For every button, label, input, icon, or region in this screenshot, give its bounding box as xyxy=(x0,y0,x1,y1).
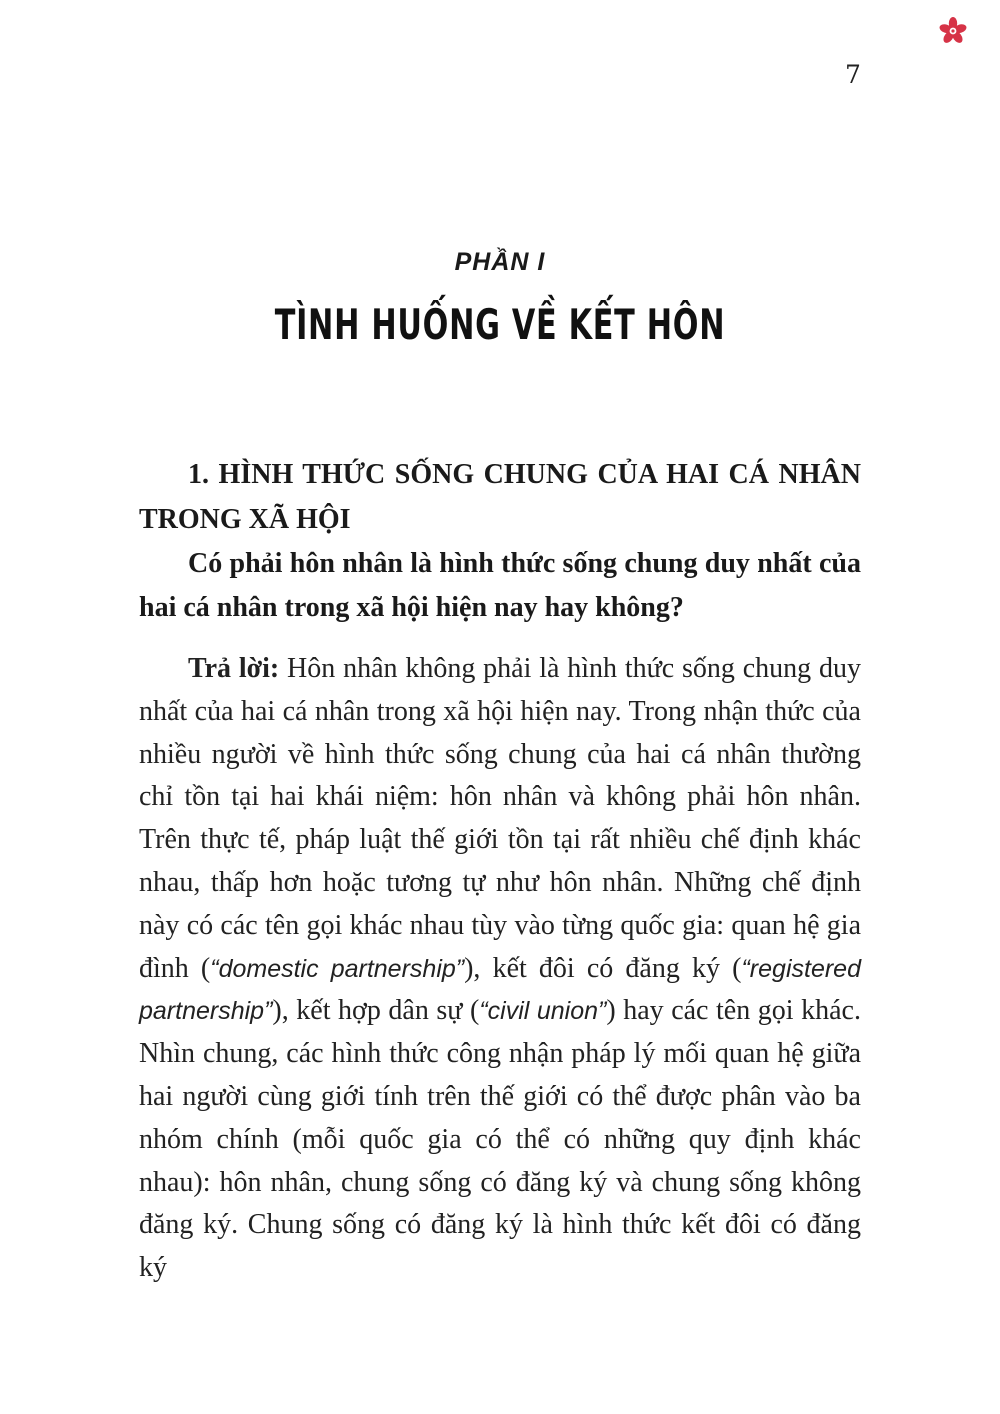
answer-paragraph xyxy=(139,648,861,1290)
answer-text-4: ) hay các tên gọi khác. Nhìn chung, các hình thức công nhận pháp lý mối quan hệ giữa hai người cùng giới tính trên thế giới có thể được phân vào ba nhóm chính (mỗi quốc gia có thể có những quy định khác nhau): hôn nhân, chung sống có đăng ký và chung sống không đăng ký. Chung sống có đăng ký là hình thức kết đôi có đăng ký xyxy=(139,995,861,1284)
answer-term-registered-partnership: “registered partnership” xyxy=(139,954,861,1026)
answer-text-2: ), kết đôi có đăng ký ( xyxy=(464,952,742,984)
part-label: PHẦN I xyxy=(454,248,546,276)
answer-term-domestic-partnership: “domestic partnership” xyxy=(210,954,465,983)
flower-logo-icon xyxy=(938,16,968,46)
answer-text-3: ), kết hợp dân sự ( xyxy=(272,995,480,1027)
answer-term-civil-union: “civil union” xyxy=(479,997,607,1026)
answer-text-1: Hôn nhân không phải là hình thức sống chung duy nhất của hai cá nhân trong xã hội hiện nay. Trong nhận thức của nhiều người về hình thức sống chung của hai cá nhân thường chỉ tồn tại hai khái niệm: hôn nhân và không phải hôn nhân. Trên thực tế, pháp luật thế giới tồn tại rất nhiều chế định khác nhau, thấp hơn hoặc tương tự như hôn nhân. Những chế định này có các tên gọi khác nhau tùy vào từng quốc gia: quan hệ gia đình ( xyxy=(139,653,861,984)
question-text: Có phải hôn nhân là hình thức sống chung duy nhất của hai cá nhân trong xã hội hiện nay hay không? xyxy=(139,548,861,623)
section-heading: 1. HÌNH THỨC SỐNG CHUNG CỦA HAI CÁ NHÂN TRONG XÃ HỘI xyxy=(139,459,861,535)
main-content xyxy=(139,452,861,1290)
part-title: TÌNH HUỐNG VỀ KẾT HÔN xyxy=(274,300,726,349)
page-number: 7 xyxy=(845,60,861,89)
answer-lead: Trả lời: xyxy=(188,653,280,684)
